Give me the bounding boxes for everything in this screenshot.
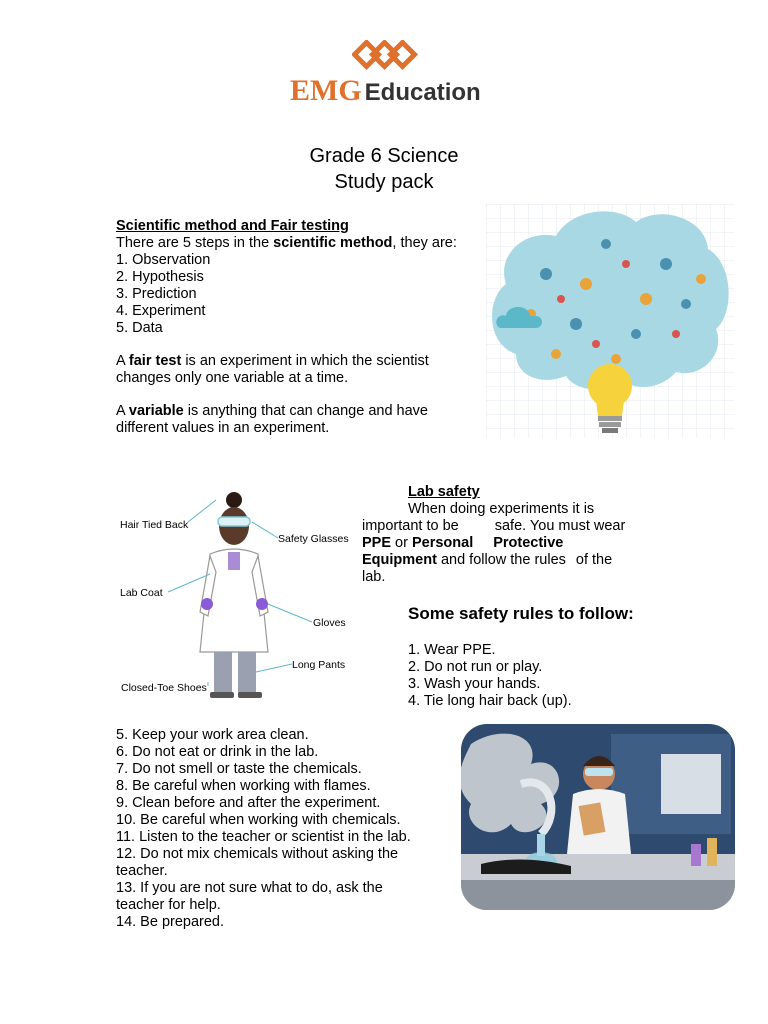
rule-item: teacher for help. xyxy=(116,897,221,913)
rule-item: teacher. xyxy=(116,863,168,879)
rule-item: 9. Clean before and after the experiment. xyxy=(116,795,381,811)
title-line-2: Study pack xyxy=(334,171,434,193)
scientific-intro: There are 5 steps in the scientific method, they are: xyxy=(116,235,457,251)
label-shoes: Closed-Toe Shoes xyxy=(121,682,207,694)
step-item: 4. Experiment xyxy=(116,303,206,319)
rule-item: 3. Wash your hands. xyxy=(408,676,541,692)
emg-logo-mark xyxy=(352,40,424,76)
rule-item: 10. Be careful when working with chemicals. xyxy=(116,812,401,828)
lab-safety-heading: Lab safety xyxy=(408,484,480,500)
label-coat: Lab Coat xyxy=(120,587,163,599)
rule-item: 13. If you are not sure what to do, ask the xyxy=(116,880,383,896)
rule-item: 12. Do not mix chemicals without asking the xyxy=(116,846,399,862)
label-glasses: Safety Glasses xyxy=(278,533,349,545)
rule-item: 1. Wear PPE. xyxy=(408,642,496,658)
rule-item: 5. Keep your work area clean. xyxy=(116,727,309,743)
scientist-lab-illustration xyxy=(461,724,735,910)
logo-brand: EMG xyxy=(290,74,362,107)
title-line-1: Grade 6 Science xyxy=(309,145,459,167)
logo-wordmark xyxy=(290,74,481,108)
logo-name: Education xyxy=(364,79,481,106)
rules-list-a xyxy=(408,642,572,710)
rule-item: 6. Do not eat or drink in the lab. xyxy=(116,744,319,760)
scientific-heading: Scientific method and Fair testing xyxy=(116,218,349,234)
label-pants: Long Pants xyxy=(292,659,346,671)
step-item: 3. Prediction xyxy=(116,286,197,302)
step-item: 2. Hypothesis xyxy=(116,269,204,285)
rule-item: 2. Do not run or play. xyxy=(408,659,543,675)
safety-rules-heading: Some safety rules to follow: xyxy=(408,604,634,623)
label-gloves: Gloves xyxy=(313,617,346,629)
rules-list-b xyxy=(116,727,411,931)
step-list xyxy=(116,252,457,337)
scientific-section xyxy=(116,218,457,437)
step-item: 5. Data xyxy=(116,320,163,336)
lab-safety-paragraph: When doing experiments it is important to be safe. You must wear PPE or Personal Protective Equipment and follow the rules of the lab. xyxy=(362,501,626,585)
rule-item: 8. Be careful when working with flames. xyxy=(116,778,371,794)
label-hair: Hair Tied Back xyxy=(120,519,189,531)
step-item: 1. Observation xyxy=(116,252,211,268)
rule-item: 7. Do not smell or taste the chemicals. xyxy=(116,761,362,777)
fair-test-definition: A fair test is an experiment in which the scientist changes only one variable at a time. xyxy=(116,353,429,386)
page-title xyxy=(0,143,768,195)
science-brain-illustration xyxy=(486,204,734,438)
rule-item: 11. Listen to the teacher or scientist in the lab. xyxy=(116,829,411,845)
rule-item: 14. Be prepared. xyxy=(116,914,225,930)
rule-item: 4. Tie long hair back (up). xyxy=(408,693,572,709)
variable-definition: A variable is anything that can change and have different values in an experiment. xyxy=(116,403,428,436)
